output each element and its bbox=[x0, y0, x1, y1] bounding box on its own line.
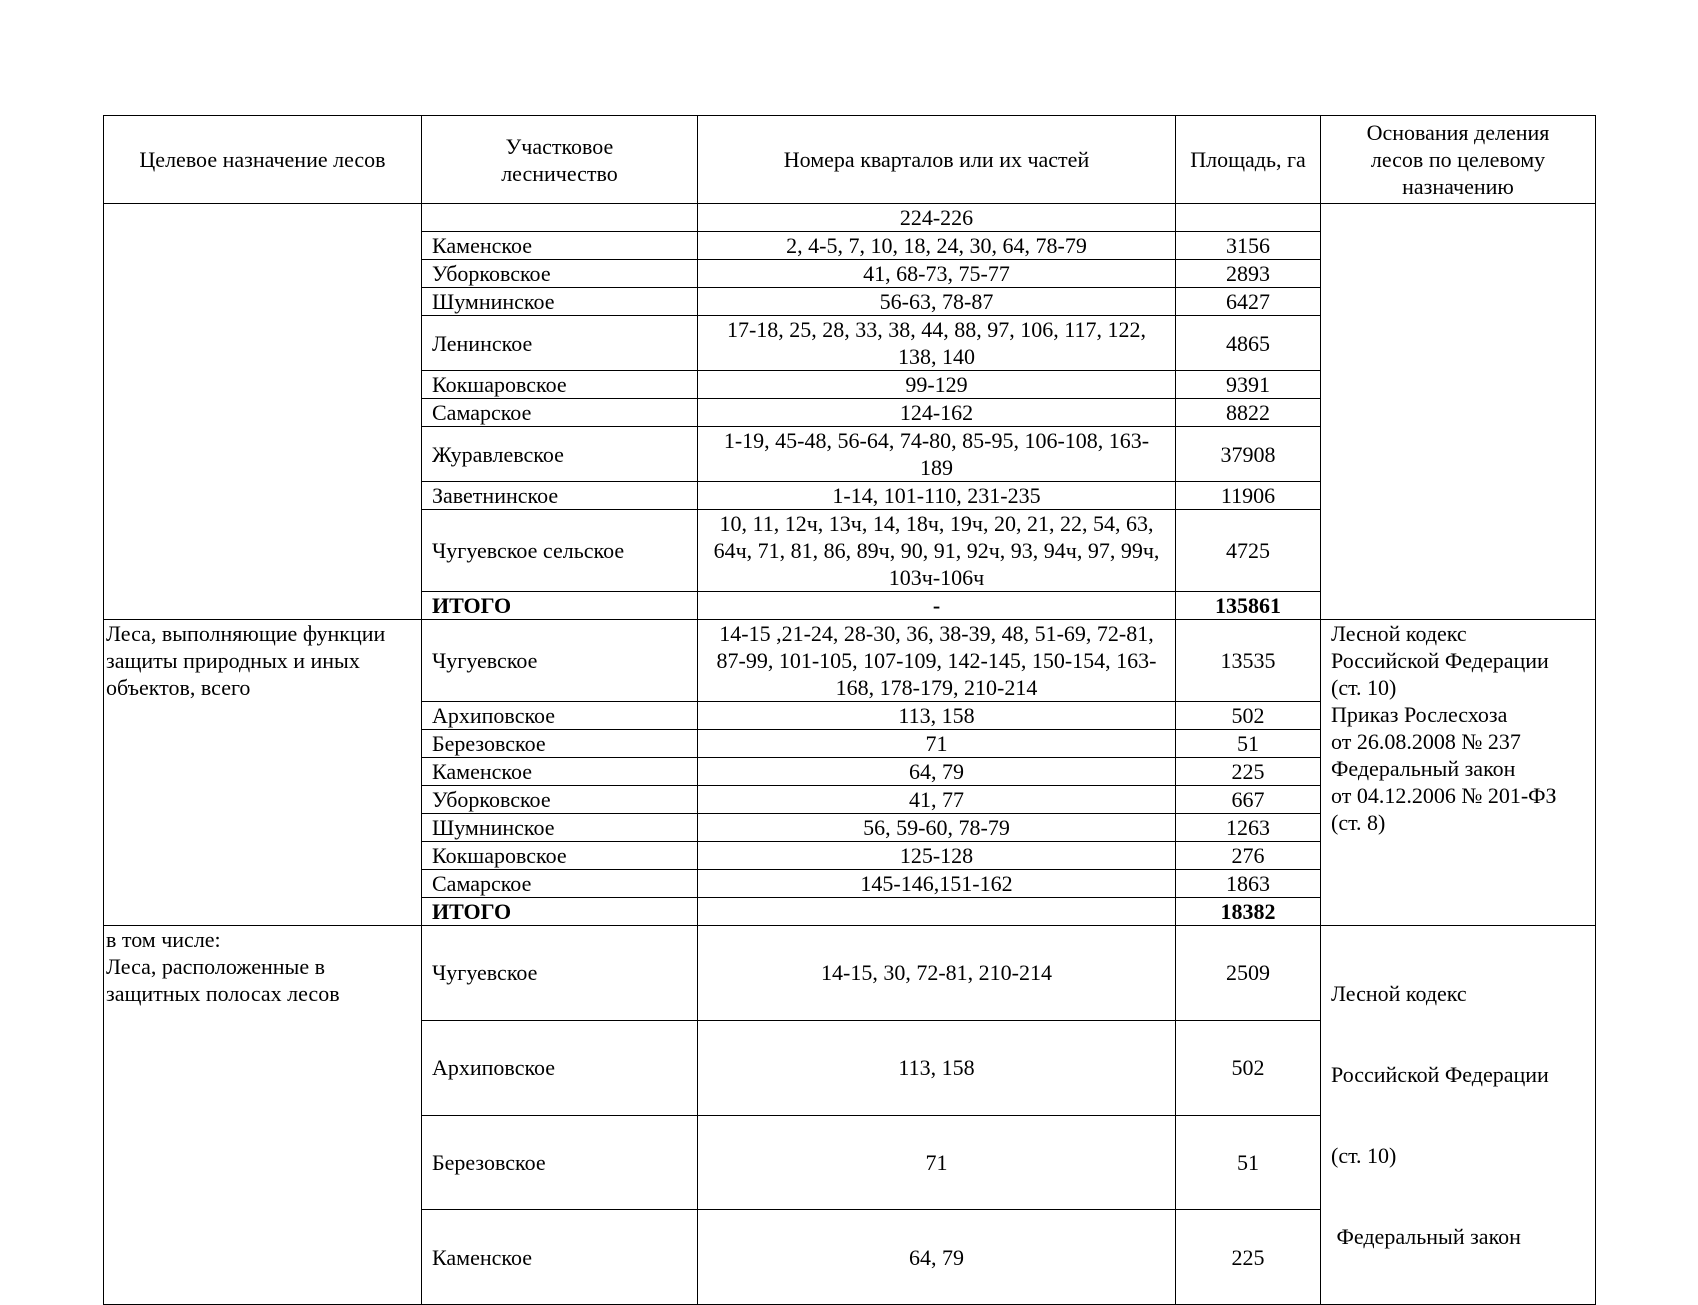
area-cell bbox=[1176, 204, 1321, 232]
basis-line: Лесной кодекс bbox=[1331, 621, 1467, 646]
forestry-cell: Самарское bbox=[422, 870, 698, 898]
area-cell: 4865 bbox=[1176, 316, 1321, 371]
forestry-cell: Каменское bbox=[422, 1210, 698, 1305]
area-cell: 8822 bbox=[1176, 399, 1321, 427]
area-cell: 1263 bbox=[1176, 814, 1321, 842]
area-cell: 51 bbox=[1176, 1115, 1321, 1210]
quarters-cell: 124-162 bbox=[698, 399, 1176, 427]
header-area: Площадь, га bbox=[1176, 116, 1321, 204]
total-label: ИТОГО bbox=[422, 592, 698, 620]
area-cell: 502 bbox=[1176, 1020, 1321, 1115]
table-row bbox=[104, 204, 1596, 232]
basis-line: Российской Федерации bbox=[1331, 648, 1549, 673]
area-cell: 6427 bbox=[1176, 288, 1321, 316]
total-quarters bbox=[698, 898, 1176, 926]
area-cell: 37908 bbox=[1176, 427, 1321, 482]
basis-line: (ст. 10) bbox=[1331, 1143, 1397, 1168]
basis-cell-empty bbox=[1321, 204, 1596, 620]
quarters-cell: 41, 77 bbox=[698, 786, 1176, 814]
forestry-cell: Каменское bbox=[422, 758, 698, 786]
area-cell: 4725 bbox=[1176, 510, 1321, 592]
quarters-cell: 71 bbox=[698, 1115, 1176, 1210]
area-cell: 9391 bbox=[1176, 371, 1321, 399]
total-area: 18382 bbox=[1176, 898, 1321, 926]
quarters-cell: 1-14, 101-110, 231-235 bbox=[698, 482, 1176, 510]
quarters-cell: 14-15 ,21-24, 28-30, 36, 38-39, 48, 51-69, 72-81, 87-99, 101-105, 107-109, 142-145, 150-154, 163-168, 178-179, 210-214 bbox=[698, 620, 1176, 702]
forestry-cell bbox=[422, 204, 698, 232]
quarters-cell: 1-19, 45-48, 56-64, 74-80, 85-95, 106-108, 163-189 bbox=[698, 427, 1176, 482]
header-basis: Основания деления лесов по целевому назначению bbox=[1321, 116, 1596, 204]
area-cell: 667 bbox=[1176, 786, 1321, 814]
header-row bbox=[104, 116, 1596, 204]
forestry-cell: Чугуевское bbox=[422, 926, 698, 1021]
forest-purpose-table bbox=[103, 115, 1596, 1305]
forestry-cell: Шумнинское bbox=[422, 814, 698, 842]
area-cell: 502 bbox=[1176, 702, 1321, 730]
basis-line: (ст. 8) bbox=[1331, 810, 1386, 835]
quarters-cell: 71 bbox=[698, 730, 1176, 758]
basis-line: Лесной кодекс bbox=[1331, 981, 1467, 1006]
forestry-cell: Ленинское bbox=[422, 316, 698, 371]
quarters-cell: 224-226 bbox=[698, 204, 1176, 232]
total-quarters: - bbox=[698, 592, 1176, 620]
forestry-cell: Уборковское bbox=[422, 786, 698, 814]
quarters-cell: 2, 4-5, 7, 10, 18, 24, 30, 64, 78-79 bbox=[698, 232, 1176, 260]
purpose-cell-empty bbox=[104, 204, 422, 620]
forestry-cell: Уборковское bbox=[422, 260, 698, 288]
total-label: ИТОГО bbox=[422, 898, 698, 926]
header-purpose: Целевое назначение лесов bbox=[104, 116, 422, 204]
basis-line: (ст. 10) bbox=[1331, 675, 1397, 700]
basis-cell bbox=[1321, 926, 1596, 1305]
forestry-cell: Березовское bbox=[422, 1115, 698, 1210]
forestry-cell: Заветнинское bbox=[422, 482, 698, 510]
table-row bbox=[104, 926, 1596, 1021]
area-cell: 276 bbox=[1176, 842, 1321, 870]
header-forestry: Участковое лесничество bbox=[422, 116, 698, 204]
forestry-cell: Архиповское bbox=[422, 702, 698, 730]
quarters-cell: 99-129 bbox=[698, 371, 1176, 399]
area-cell: 3156 bbox=[1176, 232, 1321, 260]
forestry-cell: Кокшаровское bbox=[422, 842, 698, 870]
quarters-cell: 14-15, 30, 72-81, 210-214 bbox=[698, 926, 1176, 1021]
forestry-cell: Самарское bbox=[422, 399, 698, 427]
quarters-cell: 145-146,151-162 bbox=[698, 870, 1176, 898]
forestry-cell: Каменское bbox=[422, 232, 698, 260]
header-quarters: Номера кварталов или их частей bbox=[698, 116, 1176, 204]
area-cell: 51 bbox=[1176, 730, 1321, 758]
area-cell: 13535 bbox=[1176, 620, 1321, 702]
basis-line: от 26.08.2008 № 237 bbox=[1331, 729, 1521, 754]
quarters-cell: 10, 11, 12ч, 13ч, 14, 18ч, 19ч, 20, 21, 22, 54, 63, 64ч, 71, 81, 86, 89ч, 90, 91, 92ч, 93, 94ч, 97, 99ч, 103ч-106ч bbox=[698, 510, 1176, 592]
quarters-cell: 64, 79 bbox=[698, 1210, 1176, 1305]
basis-line: от 04.12.2006 № 201-ФЗ bbox=[1331, 783, 1557, 808]
area-cell: 2893 bbox=[1176, 260, 1321, 288]
forestry-cell: Березовское bbox=[422, 730, 698, 758]
quarters-cell: 125-128 bbox=[698, 842, 1176, 870]
area-cell: 225 bbox=[1176, 758, 1321, 786]
quarters-cell: 56, 59-60, 78-79 bbox=[698, 814, 1176, 842]
quarters-cell: 113, 158 bbox=[698, 702, 1176, 730]
area-cell: 2509 bbox=[1176, 926, 1321, 1021]
quarters-cell: 64, 79 bbox=[698, 758, 1176, 786]
quarters-cell: 41, 68-73, 75-77 bbox=[698, 260, 1176, 288]
quarters-cell: 17-18, 25, 28, 33, 38, 44, 88, 97, 106, 117, 122, 138, 140 bbox=[698, 316, 1176, 371]
area-cell: 11906 bbox=[1176, 482, 1321, 510]
basis-line: Приказ Рослесхоза bbox=[1331, 702, 1508, 727]
total-area: 135861 bbox=[1176, 592, 1321, 620]
quarters-cell: 56-63, 78-87 bbox=[698, 288, 1176, 316]
area-cell: 225 bbox=[1176, 1210, 1321, 1305]
table-row bbox=[104, 620, 1596, 702]
basis-line: Федеральный закон bbox=[1331, 1224, 1521, 1249]
forestry-cell: Чугуевское сельское bbox=[422, 510, 698, 592]
area-cell: 1863 bbox=[1176, 870, 1321, 898]
basis-cell bbox=[1321, 620, 1596, 926]
purpose-cell: в том числе: Леса, расположенные в защитных полосах лесов bbox=[104, 926, 422, 1305]
basis-line: Федеральный закон bbox=[1331, 756, 1516, 781]
basis-line: Российской Федерации bbox=[1331, 1062, 1549, 1087]
forestry-cell: Шумнинское bbox=[422, 288, 698, 316]
forestry-cell: Архиповское bbox=[422, 1020, 698, 1115]
forestry-cell: Кокшаровское bbox=[422, 371, 698, 399]
forestry-cell: Чугуевское bbox=[422, 620, 698, 702]
forestry-cell: Журавлевское bbox=[422, 427, 698, 482]
quarters-cell: 113, 158 bbox=[698, 1020, 1176, 1115]
purpose-cell: Леса, выполняющие функции защиты природных и иных объектов, всего bbox=[104, 620, 422, 926]
